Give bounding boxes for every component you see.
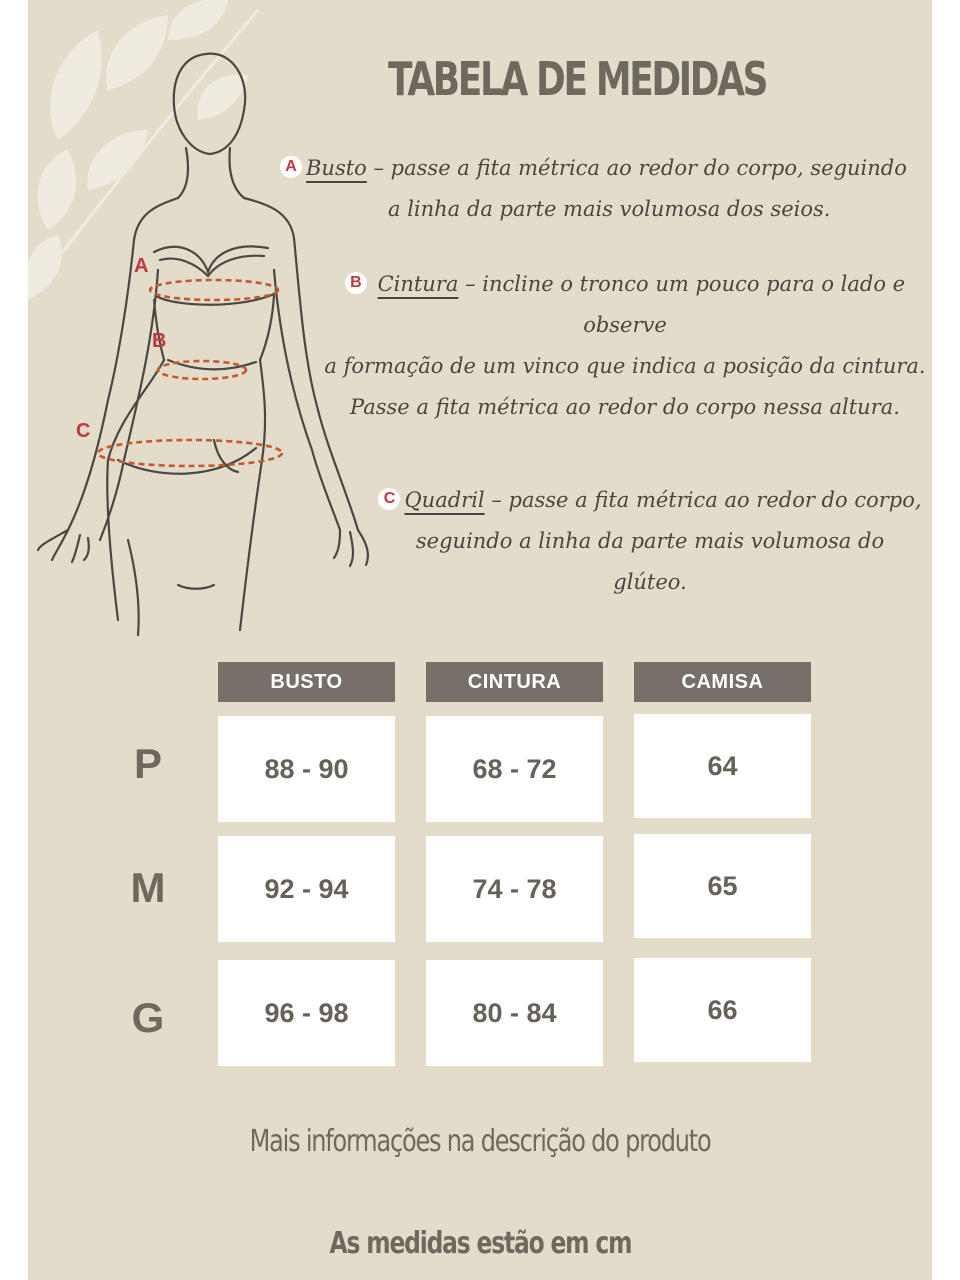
instruction-cintura — [318, 264, 932, 428]
header-busto: BUSTO — [218, 662, 395, 702]
marker-a-badge: A — [280, 156, 302, 178]
instruction-text: – passe a fita métrica ao redor do corpo, seguindo — [366, 156, 907, 180]
units-note-text: As medidas estão em cm — [329, 1226, 631, 1261]
table-cell: 68 - 72 — [426, 716, 603, 822]
table-cell: 74 - 78 — [426, 836, 603, 942]
info-note — [28, 1124, 932, 1159]
term-cintura: Cintura — [377, 272, 459, 296]
table-cell: 65 — [634, 834, 811, 938]
figure-marker-b: B — [152, 330, 167, 352]
table-cell: 80 - 84 — [426, 960, 603, 1066]
figure-marker-c: C — [76, 420, 91, 442]
table-cell: 64 — [634, 714, 811, 818]
marker-b-badge: B — [345, 272, 367, 294]
instruction-text: – incline o tronco um pouco para o lado e — [458, 272, 906, 296]
instruction-text: a formação de um vinco que indica a posição da cintura. — [324, 354, 926, 378]
table-cell: 66 — [634, 958, 811, 1062]
size-label-g: G — [131, 994, 165, 1041]
instruction-text: observe — [583, 313, 667, 337]
marker-c-badge: C — [378, 488, 400, 510]
size-chart-page — [28, 0, 932, 1280]
size-label-p: P — [133, 740, 162, 787]
table-cell: 92 - 94 — [218, 836, 395, 942]
table-cell: 88 - 90 — [218, 716, 395, 822]
header-camisa: CAMISA — [634, 662, 811, 702]
instruction-text: – passe a fita métrica ao redor do corpo, — [484, 488, 922, 512]
term-quadril: Quadril — [404, 488, 485, 512]
page-title: TABELA DE MEDIDAS — [388, 52, 767, 106]
header-cintura: CINTURA — [426, 662, 603, 702]
table-cell: 96 - 98 — [218, 960, 395, 1066]
term-busto: Busto — [306, 156, 367, 180]
info-note-text: Mais informações na descrição do produto — [249, 1124, 711, 1159]
instruction-text: a linha da parte mais volumosa dos seios. — [388, 197, 831, 221]
instruction-busto — [280, 148, 920, 230]
instruction-text: glúteo. — [613, 570, 687, 594]
size-label-m: M — [130, 864, 166, 911]
units-note — [28, 1226, 932, 1261]
figure-marker-a: A — [134, 255, 149, 277]
instruction-text: Passe a fita métrica ao redor do corpo nessa altura. — [350, 395, 900, 419]
instruction-quadril — [368, 480, 932, 603]
instruction-text: seguindo a linha da parte mais volumosa do — [415, 529, 885, 553]
